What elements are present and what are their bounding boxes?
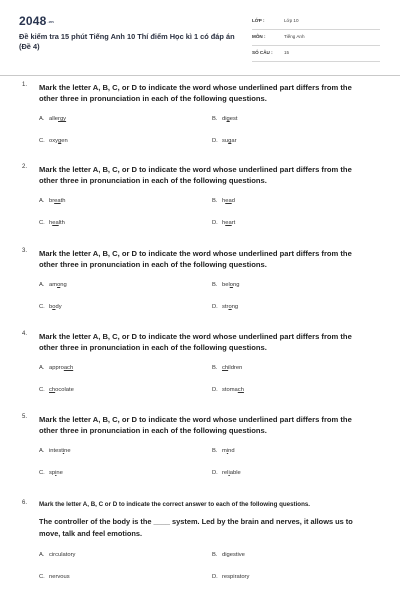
option-d[interactable] xyxy=(212,470,241,476)
option-letter: B. xyxy=(212,365,218,371)
option-text: ar xyxy=(231,138,237,144)
option-letter: D. xyxy=(212,220,218,226)
option-letter: D. xyxy=(212,304,218,310)
question-instruction: Mark the letter A, B, C or D to indicate the correct answer to each of the following questions. xyxy=(39,501,311,508)
option-d[interactable] xyxy=(212,138,237,144)
question-instruction: Mark the letter A, B, C, or D to indicate the word whose underlined part differs from the other three in pronunciation in each of the following questions. xyxy=(39,415,352,435)
meta-key: SỐ CÂU : xyxy=(252,50,273,55)
option-text: th xyxy=(60,198,66,204)
option-text: est xyxy=(229,116,238,122)
meta-value: 15 xyxy=(284,50,290,55)
option-letter: B. xyxy=(212,552,218,558)
option-text: su xyxy=(222,138,229,144)
option-c[interactable] xyxy=(39,304,62,310)
option-text: ildren xyxy=(228,365,243,371)
option-text: circulatory xyxy=(49,552,76,558)
option-letter: B. xyxy=(212,198,218,204)
option-text: h xyxy=(222,198,226,204)
option-a[interactable] xyxy=(39,198,65,204)
question-number: 2. xyxy=(22,164,28,170)
question-number: 4. xyxy=(22,331,28,337)
option-c[interactable] xyxy=(39,387,74,393)
option-text: ng xyxy=(232,282,240,288)
option-underlined: rgy xyxy=(58,116,67,122)
document-title: Đề kiểm tra 15 phút Tiếng Anh 10 Thí điểm Học kì 1 có đáp án (Đề 4) xyxy=(19,32,235,51)
option-letter: B. xyxy=(212,448,218,454)
question-instruction: Mark the letter A, B, C, or D to indicate the word whose underlined part differs from the other three in pronunciation in each of the following questions. xyxy=(39,165,352,185)
option-underlined: o xyxy=(228,304,232,310)
option-text: rt xyxy=(231,220,236,226)
option-underlined: ea xyxy=(225,198,232,204)
option-letter: A. xyxy=(39,552,45,558)
header xyxy=(0,0,400,76)
option-letter: C. xyxy=(39,220,45,226)
option-b[interactable] xyxy=(212,365,242,371)
meta-row-subject xyxy=(252,30,380,46)
option-a[interactable] xyxy=(39,448,71,454)
option-text: able xyxy=(229,470,241,476)
option-underlined: ea xyxy=(54,198,61,204)
logo-text: 2048 xyxy=(19,14,47,28)
option-underlined: ea xyxy=(225,220,232,226)
option-text: en xyxy=(61,138,68,144)
option-c[interactable] xyxy=(39,220,65,226)
option-text: intest xyxy=(49,448,63,454)
option-text: m xyxy=(222,448,227,454)
option-text: ne xyxy=(64,448,71,454)
option-letter: C. xyxy=(39,138,45,144)
option-a[interactable] xyxy=(39,365,73,371)
option-underlined: ea xyxy=(52,220,59,226)
option-letter: C. xyxy=(39,574,45,580)
option-c[interactable] xyxy=(39,574,70,580)
option-letter: A. xyxy=(39,448,45,454)
question-stem: The controller of the body is the ____ system. Led by the brain and nerves, it allows us to move, talk and feel emotions. xyxy=(39,517,353,538)
option-text: ne xyxy=(56,470,63,476)
option-text: dy xyxy=(55,304,62,310)
option-text: h xyxy=(49,220,53,226)
option-letter: B. xyxy=(212,282,218,288)
meta-key: LỚP : xyxy=(252,18,265,23)
option-d[interactable] xyxy=(212,387,244,393)
option-text: digestive xyxy=(222,552,245,558)
option-underlined: o xyxy=(52,304,56,310)
option-text: ocolate xyxy=(55,387,74,393)
option-b[interactable] xyxy=(212,552,245,558)
option-text: lth xyxy=(58,220,65,226)
option-text: ng xyxy=(231,304,239,310)
option-text: sp xyxy=(49,470,56,476)
option-text: br xyxy=(49,198,55,204)
option-letter: A. xyxy=(39,198,45,204)
option-letter: C. xyxy=(39,387,45,393)
question-instruction: Mark the letter A, B, C, or D to indicate the word whose underlined part differs from the other three in pronunciation in each of the following questions. xyxy=(39,83,352,103)
option-letter: A. xyxy=(39,365,45,371)
option-text: stoma xyxy=(222,387,238,393)
meta-key: MÔN : xyxy=(252,34,266,39)
option-underlined: o xyxy=(57,282,61,288)
option-text: d xyxy=(231,198,235,204)
logo-suffix: .vn xyxy=(47,19,54,25)
option-underlined: i xyxy=(228,470,230,476)
option-a[interactable] xyxy=(39,552,75,558)
meta-table xyxy=(252,14,380,62)
meta-row-class xyxy=(252,14,380,30)
option-text: bel xyxy=(222,282,230,288)
option-underlined: ch xyxy=(237,387,244,393)
option-underlined: i xyxy=(55,470,57,476)
option-underlined: ach xyxy=(63,365,74,371)
option-letter: D. xyxy=(212,470,218,476)
option-letter: D. xyxy=(212,138,218,144)
option-underlined: i xyxy=(226,448,229,454)
option-b[interactable] xyxy=(212,116,237,122)
option-letter: A. xyxy=(39,116,45,122)
option-underlined: g xyxy=(58,138,62,144)
option-letter: A. xyxy=(39,282,45,288)
option-text: ng xyxy=(60,282,67,288)
question-instruction: Mark the letter A, B, C, or D to indicate the word whose underlined part differs from the other three in pronunciation in each of the following questions. xyxy=(39,332,352,352)
meta-value: Tiếng Anh xyxy=(284,34,305,39)
option-text: rel xyxy=(222,470,229,476)
option-underlined: o xyxy=(229,282,233,288)
option-text: am xyxy=(49,282,58,288)
option-letter: D. xyxy=(212,387,218,393)
option-c[interactable] xyxy=(39,470,63,476)
option-text: nd xyxy=(228,448,235,454)
option-text: di xyxy=(222,116,227,122)
question-number: 5. xyxy=(22,414,28,420)
question-number: 6. xyxy=(22,500,28,506)
option-d[interactable] xyxy=(212,220,235,226)
question-number: 3. xyxy=(22,248,28,254)
option-text: nervous xyxy=(49,574,70,580)
option-text: respiratory xyxy=(222,574,250,580)
option-d[interactable] xyxy=(212,574,249,580)
question-instruction: Mark the letter A, B, C, or D to indicate the word whose underlined part differs from the other three in pronunciation in each of the following questions. xyxy=(39,249,352,269)
option-text: oxy xyxy=(49,138,59,144)
option-b[interactable] xyxy=(212,448,235,454)
option-underlined: g xyxy=(228,138,232,144)
option-text: str xyxy=(222,304,229,310)
option-a[interactable] xyxy=(39,282,67,288)
option-underlined: ch xyxy=(49,387,56,393)
option-underlined: i xyxy=(62,448,65,454)
option-underlined: g xyxy=(226,116,230,122)
option-c[interactable] xyxy=(39,138,68,144)
meta-row-count xyxy=(252,46,380,62)
option-text: appro xyxy=(49,365,64,371)
option-letter: C. xyxy=(39,470,45,476)
meta-value: Lớp 10 xyxy=(284,18,299,23)
option-letter: B. xyxy=(212,116,218,122)
option-a[interactable] xyxy=(39,116,66,122)
option-text: b xyxy=(49,304,53,310)
option-b[interactable] xyxy=(212,198,235,204)
question-number: 1. xyxy=(22,82,28,88)
option-underlined: ch xyxy=(222,365,229,371)
option-letter: D. xyxy=(212,574,218,580)
option-text: alle xyxy=(49,116,59,122)
option-b[interactable] xyxy=(212,282,239,288)
option-letter: C. xyxy=(39,304,45,310)
option-text: h xyxy=(222,220,226,226)
site-logo[interactable] xyxy=(19,14,54,28)
option-d[interactable] xyxy=(212,304,238,310)
